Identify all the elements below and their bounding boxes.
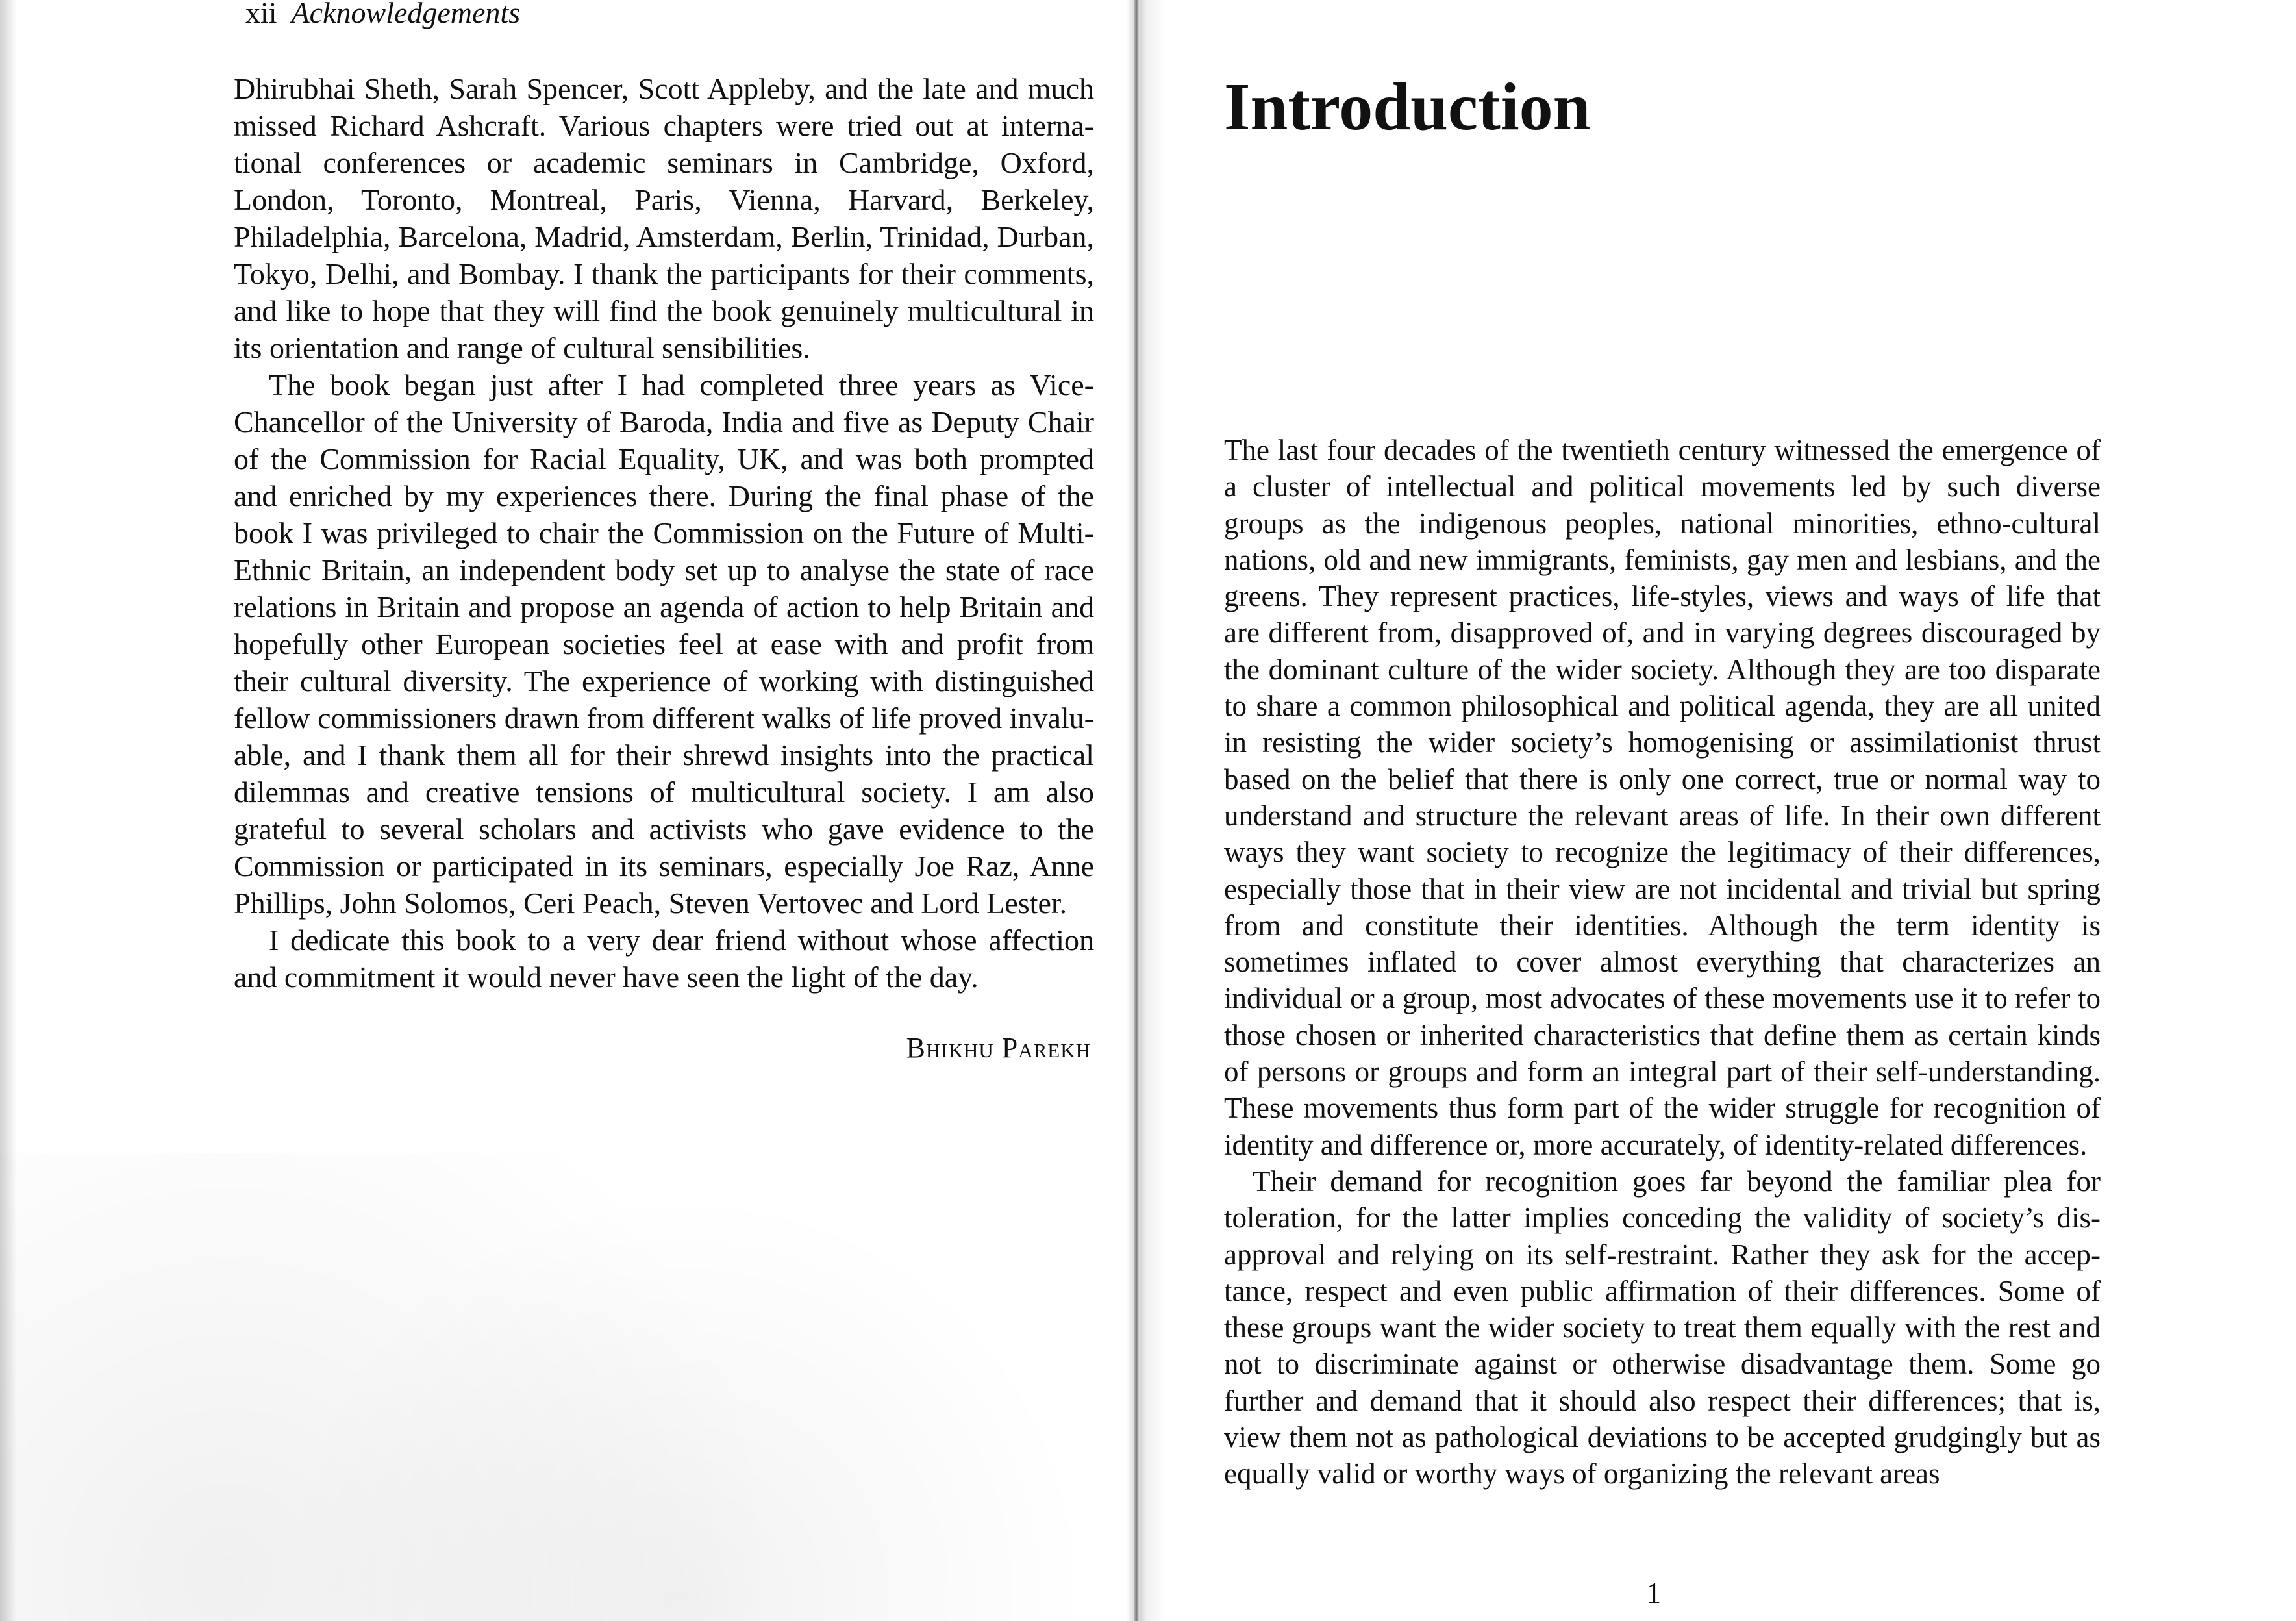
chapter-title: Introduction xyxy=(1224,69,1591,144)
left-page xyxy=(0,0,1140,1621)
paragraph: I dedicate this book to a very dear friend without whose affection and commitment it would never have seen the light of the day. xyxy=(234,924,1094,994)
paragraph: The book began just after I had completed three years as Vice-Chancellor of the University of Baroda, India and five as Deputy Chair of the Commission for Racial Equality, UK, and was both prompted and enriched by my experiences there. During the final phase of the book I was privileged to chair the Commission on the Future of Multi-Ethnic Britain, an independent body set up to analyse the state of race relations in Britain and propose an agenda of action to help Britain and hopefully other European societies feel at ease with and profit from their cultural diversity. The experience of working with distinguished fellow commissioners drawn from different walks of life proved invaluable, and I thank them all for their shrewd insights into the practical dilemmas and creative tensions of multicultural society. I am also grateful to several scholars and activists who gave evidence to the Commission or participated in its seminars, especially Joe Raz, Anne Phillips, John Solomos, Ceri Peach, Steven Vertovec and Lord Lester. xyxy=(234,368,1094,920)
page-number: 1 xyxy=(1646,1576,1661,1609)
folio-number: xii xyxy=(245,0,277,29)
introduction-body xyxy=(1224,432,2101,1492)
author-signature: Bhikhu Parekh xyxy=(906,1032,1091,1064)
paragraph: Dhirubhai Sheth, Sarah Spencer, Scott Appleby, and the late and much missed Richard Ashcraft. Various chapters were tried out at international conferences or academic seminars in Cambridge, Oxford, London, Toronto, Montreal, Paris, Vienna, Harvard, Berkeley, Philadelphia, Barcelona, Madrid, Amsterdam, Berlin, Trinidad, Durban, Tokyo, Delhi, and Bombay. I thank the participants for their comments, and like to hope that they will find the book genuinely multicultural in its orientation and range of cultural sensibilities. xyxy=(234,72,1094,364)
paragraph: Their demand for recognition goes far beyond the familiar plea for toleration, for the latter implies conceding the validity of society’s disapproval and relying on its self-restraint. Rather they ask for the acceptance, respect and even public affirmation of their differences. Some of these groups want the wider society to treat them equally with the rest and not to discriminate against or otherwise disadvantage them. Some go further and demand that it should also respect their differences; that is, view them not as pathological deviations to be accepted grudgingly but as equally valid or worthy ways of organizing the relevant areas xyxy=(1224,1164,2101,1490)
running-head-title: Acknowledgements xyxy=(291,0,521,29)
paragraph: The last four decades of the twentieth century witnessed the emergence of a cluster of intellectual and political movements led by such diverse groups as the indigenous peoples, national minorities, ethno-cultural nations, old and new immigrants, feminists, gay men and lesbians, and the greens. They represent practices, life-styles, views and ways of life that are different from, disapproved of, and in varying degrees discouraged by the dominant culture of the wider society. Although they are too disparate to share a common philosophical and political agenda, they are all united in resisting the wider society’s homogenising or assimilationist thrust based on the belief that there is only one correct, true or normal way to understand and structure the relevant areas of life. In their own different ways they want society to recognize the legitimacy of their differences, especially those that in their view are not incidental and trivial but spring from and constitute their identities. Although the term identity is sometimes inflated to cover almost everything that characterizes an individual or a group, most advocates of these movements use it to refer to those chosen or inherited characteristics that define them as certain kinds of persons or groups and form an integral part of their self-understanding. These movements thus form part of the wider struggle for recognition of identity and difference or, more accurately, of identity-related differences. xyxy=(1224,434,2101,1161)
page-edge-shadow xyxy=(0,0,17,1621)
running-head xyxy=(245,0,521,29)
right-page xyxy=(1146,0,2296,1621)
acknowledgements-body xyxy=(234,70,1094,996)
